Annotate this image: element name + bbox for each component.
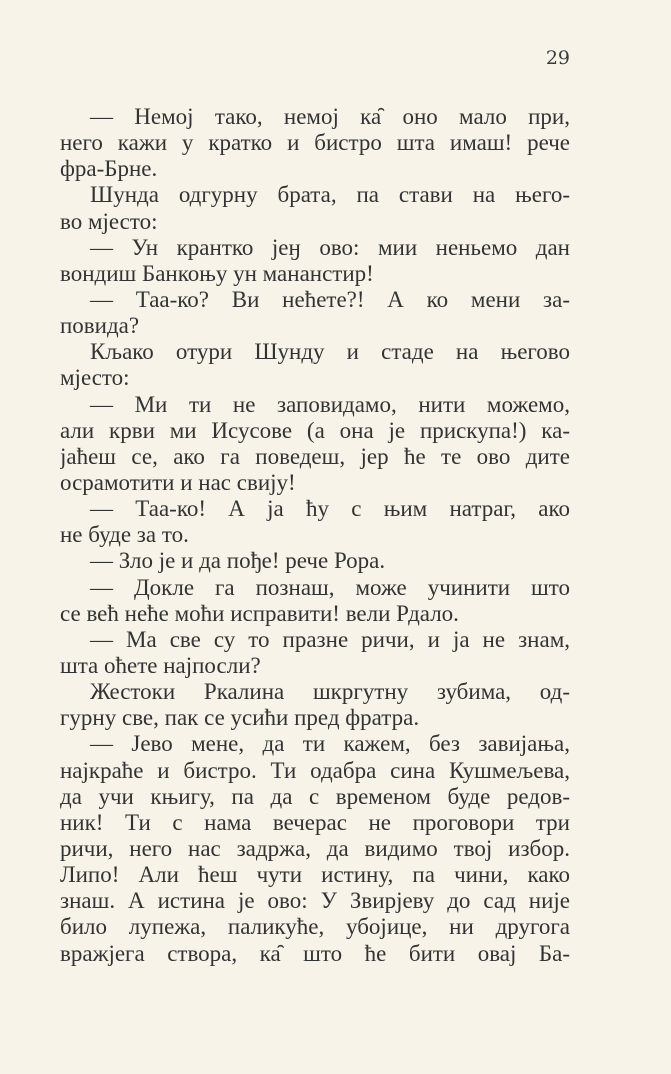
text-line: фра-Брне. xyxy=(60,156,158,182)
text-line: најкраће и бистро. Ти одабра сина Кушмељева, xyxy=(60,757,570,783)
text-line: — Зло је и да пође! рече Рора. xyxy=(90,548,386,574)
body-text xyxy=(60,104,570,967)
text-line: гурну све, пак се усићи пред фратра. xyxy=(60,705,420,731)
text-line: јаћеш се, ако га поведеш, јер ће те ово дите xyxy=(60,443,570,469)
text-line: — Таа-ко? Ви нећете?! А ко мени за- xyxy=(90,286,570,312)
text-line: да учи књигу, па да с временом буде редов- xyxy=(60,783,570,809)
text-line: ричи, него нас задржа, да видимо твој избор. xyxy=(60,835,570,861)
text-line: — Ма све су то празне ричи, и ја не знам, xyxy=(90,626,570,652)
text-line: Кљако отури Шунду и стаде на његово xyxy=(90,339,570,365)
text-line: во мјесто: xyxy=(60,208,158,234)
page-number: 29 xyxy=(545,47,570,69)
text-line: — Немој тако, немој ка̑ оно мало при, xyxy=(90,104,570,129)
text-line: него кажи у кратко и бистро шта имаш! рече xyxy=(60,130,570,156)
text-line: шта оћете најпосли? xyxy=(60,652,261,678)
text-line: Липо! Али ћеш чути истину, па чини, како xyxy=(60,862,570,888)
text-line: знаш. А истина је ово: У Звирјеву до сад није xyxy=(60,888,570,914)
text-line: вондиш Банкоњу ун мананстир! xyxy=(60,260,374,286)
text-line: осрамотити и нас свију! xyxy=(60,469,296,495)
text-line: — Ми ти не заповидамо, нити можемо, xyxy=(90,391,570,417)
text-line: вражјега створа, ка̑ што ће бити овај Ба- xyxy=(60,940,570,966)
text-line: Жестоки Ркалина шкргутну зубима, од- xyxy=(90,679,570,705)
text-line: се већ неће моћи исправити! вели Рдало. xyxy=(60,600,459,626)
text-line: Шунда одгурну брата, па стави на њего- xyxy=(90,182,570,208)
text-line: не буде за то. xyxy=(60,522,189,548)
text-line: али крви ми Исусове (а она је прискупа!) ка- xyxy=(60,417,570,443)
text-line: — Таа-ко! А ја ћу с њим натраг, ако xyxy=(90,496,570,522)
text-line: било лупежа, паликуће, убојице, ни другога xyxy=(60,914,570,940)
text-line: ник! Ти с нама вечерас не проговори три xyxy=(60,809,570,835)
text-line: — Докле га познаш, може учинити што xyxy=(90,574,570,600)
text-line: мјесто: xyxy=(60,365,130,391)
text-line: повида? xyxy=(60,313,140,339)
text-line: — Јево мене, да ти кажем, без завијања, xyxy=(90,731,570,757)
text-line: — Ун крантко јеӈ ово: мии неньемо дан xyxy=(90,234,570,260)
